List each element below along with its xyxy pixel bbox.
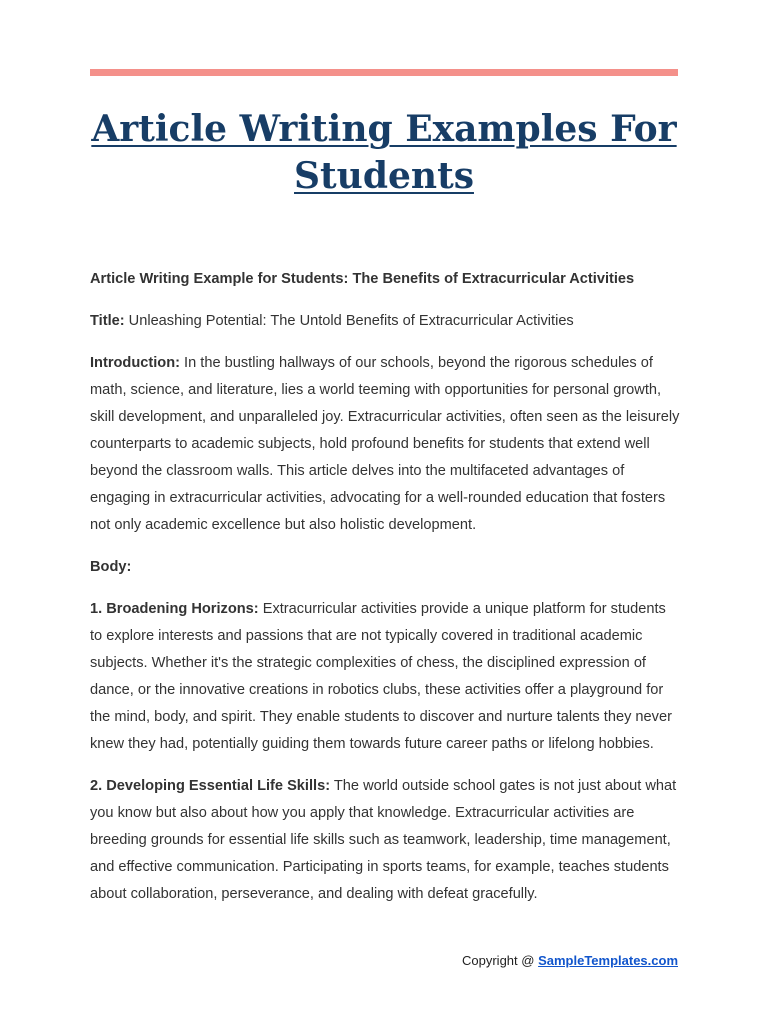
top-accent-rule	[90, 69, 678, 76]
copyright-label: Copyright @	[462, 953, 535, 968]
sampletemplates-link[interactable]: SampleTemplates.com	[538, 953, 678, 968]
section-text: The world outside school gates is not just about what you know but also about how you apply that knowledge. Extracurricular activities are breeding grounds for essential life skills such as teamwork, leadership, time management, and effective communication. Participating in sports teams, for example, teaches students about collaboration, perseverance, and dealing with defeat gracefully.	[90, 778, 677, 902]
section-broadening-horizons	[90, 596, 680, 758]
article-subtitle	[90, 266, 680, 293]
copyright-footer	[462, 952, 678, 970]
section-text: Extracurricular activities provide a unique platform for students to explore interests and passions that are not typically covered in traditional academic subjects. Whether it's the strategic complexities of chess, the disciplined expression of dance, or the innovative creations in robotics clubs, these activities offer a playground for the mind, body, and spirit. They enable students to discover and nurture talents they never knew they had, potentially guiding them towards future career paths or lifelong hobbies.	[90, 601, 672, 752]
body-heading	[90, 554, 680, 581]
article-title-paragraph	[90, 308, 680, 335]
section-heading: 2. Developing Essential Life Skills:	[90, 778, 331, 794]
title-text: Unleashing Potential: The Untold Benefits of Extracurricular Activities	[128, 313, 574, 329]
title-label: Title:	[90, 313, 125, 329]
body-label: Body:	[90, 559, 132, 575]
article-subtitle-text: Article Writing Example for Students: The Benefits of Extracurricular Activities	[90, 271, 635, 287]
introduction-text: In the bustling hallways of our schools, beyond the rigorous schedules of math, science, and literature, lies a world teeming with opportunities for personal growth, skill development, and unparalleled joy. Extracurricular activities, often seen as the leisurely counterparts to academic subjects, hold profound benefits for students that extend well beyond the classroom walls. This article delves into the multifaceted advantages of engaging in extracurricular activities, advocating for a well-rounded education that fosters not only academic excellence but also holistic development.	[90, 355, 680, 533]
section-life-skills	[90, 773, 680, 908]
section-heading: 1. Broadening Horizons:	[90, 601, 259, 617]
page-title	[90, 106, 678, 200]
page-title-link[interactable]: Article Writing Examples For Students	[91, 108, 677, 197]
article-content	[90, 266, 680, 923]
introduction-paragraph	[90, 350, 680, 539]
introduction-label: Introduction:	[90, 355, 180, 371]
